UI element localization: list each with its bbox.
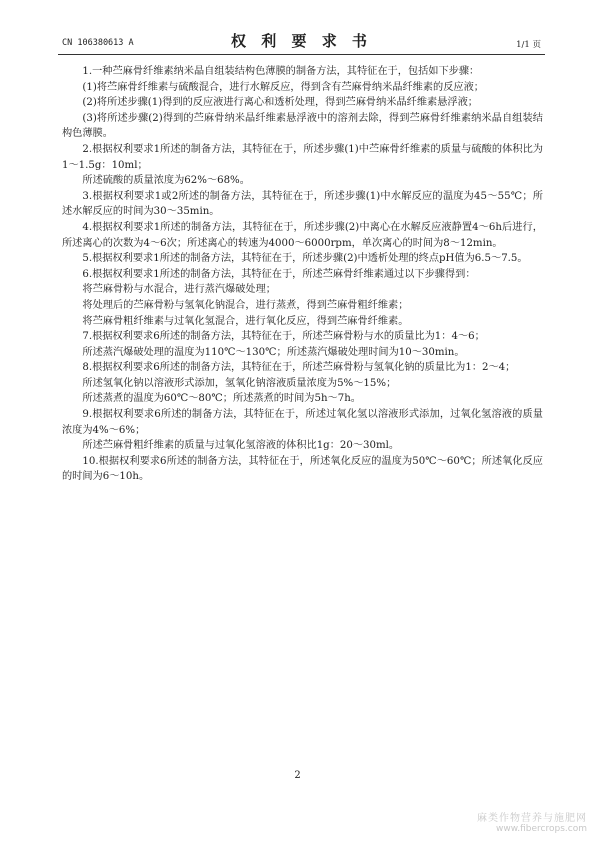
claims-body (62, 64, 543, 485)
claim-paragraph: 将苎麻骨粉与水混合，进行蒸汽爆破处理； (82, 284, 276, 296)
claim-paragraph: 8.根据权利要求6所述的制备方法，其特征在于，所述苎麻骨粉与氢氧化钠的质量比为1：2～4； (82, 362, 516, 374)
page-number: 2 (294, 770, 301, 781)
claim-paragraph: 1.一种苎麻骨纤维素纳米晶自组装结构色薄膜的制备方法，其特征在于，包括如下步骤： (82, 66, 480, 77)
header-divider (58, 54, 545, 55)
claim-paragraph: 将苎麻骨粗纤维素与过氧化氢混合，进行氧化反应，得到苎麻骨纤维素。 (82, 315, 409, 327)
claim-paragraph: 3.根据权利要求1或2所述的制备方法，其特征在于，所述步骤(1)中水解反应的温度为45～55℃；所述水解反应的时间为30～35min。 (62, 190, 543, 218)
claim-paragraph: 2.根据权利要求1所述的制备方法，其特征在于，所述步骤(1)中苎麻骨纤维素的质量与硫酸的体积比为1～1.5g：10ml； (62, 143, 543, 171)
claim-paragraph: 10.根据权利要求6所述的制备方法，其特征在于，所述氧化反应的温度为50℃～60℃；所述氧化反应的时间为6～10h。 (62, 455, 543, 483)
claim-paragraph: 所述苎麻骨粗纤维素的质量与过氧化氢溶液的体积比1g：20～30ml。 (82, 440, 400, 452)
claim-paragraph: 9.根据权利要求6所述的制备方法，其特征在于，所述过氧化氢以溶液形式添加，过氧化氢溶液的质量浓度为4%～6%； (62, 409, 543, 436)
claim-paragraph: 6.根据权利要求1所述的制备方法，其特征在于，所述苎麻骨纤维素通过以下步骤得到： (82, 268, 476, 280)
claim-paragraph: (2)将所述步骤(1)得到的反应液进行离心和透析处理，得到苎麻骨纳米晶纤维素悬浮液； (82, 97, 478, 109)
claim-paragraph: 5.根据权利要求1所述的制备方法，其特征在于，所述步骤(2)中透析处理的终点pH值为6.5～7.5。 (82, 253, 528, 265)
watermark-url: www.fibercrops.com (496, 824, 587, 834)
claim-paragraph: 所述氢氧化钠以溶液形式添加，氢氧化钠溶液质量浓度为5%～15%； (82, 377, 397, 389)
claim-paragraph: (1)将苎麻骨纤维素与硫酸混合，进行水解反应，得到含有苎麻骨纳米晶纤维素的反应液； (82, 81, 484, 93)
site-watermark (477, 809, 587, 834)
patent-number: CN 106380613 A (62, 38, 134, 48)
claim-paragraph: 4.根据权利要求1所述的制备方法，其特征在于，所述步骤(2)中离心在水解反应液静置4～6h后进行，所述离心的次数为4～6次；所述离心的转速为4000～6000rpm，单次离心的时间为8～12min。 (62, 221, 543, 249)
claim-paragraph: 所述蒸煮的温度为60℃～80℃；所述蒸煮的时间为5h～7h。 (82, 393, 361, 405)
document-title: 权 利 要 求 书 (231, 32, 372, 50)
claim-paragraph: (3)将所述步骤(2)得到的苎麻骨纳米晶纤维素悬浮液中的溶剂去除，得到苎麻骨纤维素纳米晶自组装结构色薄膜。 (62, 112, 543, 140)
watermark-name: 麻类作物营养与施肥网 (477, 813, 587, 824)
claim-paragraph: 7.根据权利要求6所述的制备方法，其特征在于，所述苎麻骨粉与水的质量比为1：4～6； (82, 331, 485, 343)
page-indicator: 1/1 页 (516, 40, 541, 50)
claim-paragraph: 将处理后的苎麻骨粉与氢氧化钠混合，进行蒸煮，得到苎麻骨粗纤维素； (82, 299, 409, 311)
claim-paragraph: 所述硫酸的质量浓度为62%～68%。 (82, 175, 250, 187)
claim-paragraph: 所述蒸汽爆破处理的温度为110℃～130℃；所述蒸汽爆破处理时间为10～30min。 (82, 346, 465, 358)
page-header (62, 30, 541, 54)
